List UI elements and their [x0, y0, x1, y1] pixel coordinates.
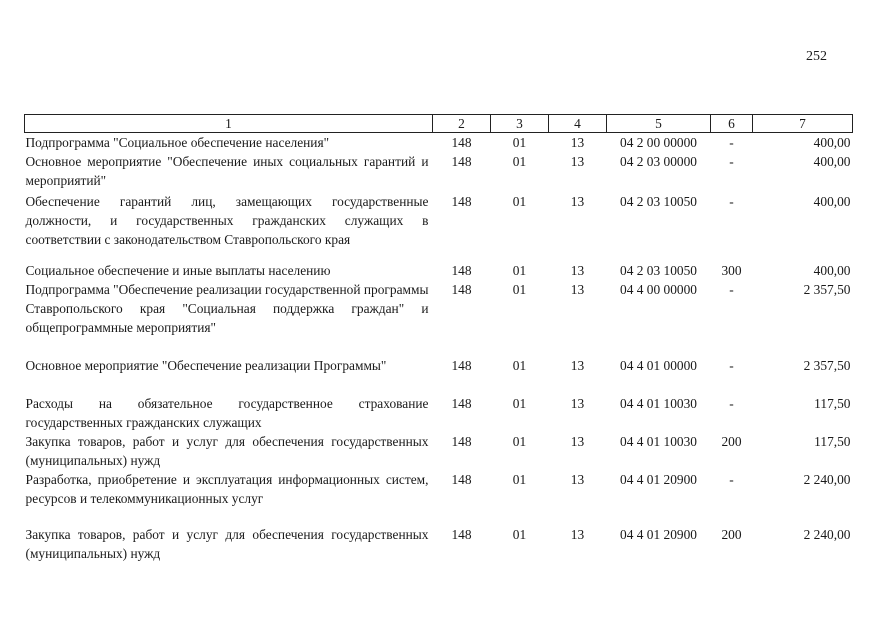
row-code-6: - — [729, 396, 734, 411]
table-row — [25, 525, 853, 563]
budget-table — [24, 114, 853, 563]
row-code-6: 200 — [721, 527, 742, 542]
row-code-2: 148 — [451, 434, 472, 449]
row-code-6: - — [729, 282, 734, 297]
table-row — [25, 470, 853, 525]
row-code-6: - — [729, 358, 734, 373]
row-code-5: 04 4 01 20900 — [620, 472, 697, 487]
row-amount: 400,00 — [813, 194, 851, 209]
row-name: Основное мероприятие "Обеспечение реализации Программы" — [25, 358, 387, 373]
column-header-7: 7 — [753, 115, 853, 133]
row-name: Подпрограмма "Обеспечение реализации государственной программы Ставропольского края "Социальная поддержка граждан" и общепрограммные мероприятия" — [25, 282, 429, 335]
row-code-4: 13 — [570, 154, 585, 169]
table-row — [25, 280, 853, 356]
table-row — [25, 133, 853, 153]
row-code-6: - — [729, 135, 734, 150]
row-code-5: 04 2 03 10050 — [620, 194, 697, 209]
row-code-3: 01 — [512, 434, 527, 449]
row-name: Закупка товаров, работ и услуг для обеспечения государственных (муниципальных) нужд — [25, 434, 429, 468]
row-code-3: 01 — [512, 154, 527, 169]
column-header-3: 3 — [491, 115, 549, 133]
row-code-2: 148 — [451, 263, 472, 278]
row-amount: 117,50 — [814, 434, 851, 449]
row-amount: 2 357,50 — [803, 282, 851, 297]
row-code-2: 148 — [451, 154, 472, 169]
row-code-4: 13 — [570, 472, 585, 487]
row-code-2: 148 — [451, 527, 472, 542]
row-code-4: 13 — [570, 434, 585, 449]
row-code-4: 13 — [570, 527, 585, 542]
table-row — [25, 356, 853, 394]
row-name: Обеспечение гарантий лиц, замещающих государственные должности, и государственных гражданских служащих в соответствии с законодательством Ставропольского края — [25, 194, 429, 247]
table-header-row — [25, 115, 853, 133]
row-amount: 400,00 — [813, 263, 851, 278]
row-code-4: 13 — [570, 135, 585, 150]
row-code-5: 04 2 00 00000 — [620, 135, 697, 150]
column-header-4: 4 — [549, 115, 607, 133]
row-code-5: 04 2 03 10050 — [620, 263, 697, 278]
row-amount: 117,50 — [814, 396, 851, 411]
row-amount: 2 240,00 — [803, 472, 851, 487]
row-code-3: 01 — [512, 263, 527, 278]
row-code-4: 13 — [570, 194, 585, 209]
row-name: Социальное обеспечение и иные выплаты населению — [25, 263, 331, 278]
row-code-3: 01 — [512, 527, 527, 542]
row-name: Основное мероприятие "Обеспечение иных социальных гарантий и мероприятий" — [25, 154, 429, 188]
row-code-6: - — [729, 194, 734, 209]
row-code-3: 01 — [512, 194, 527, 209]
row-code-5: 04 2 03 00000 — [620, 154, 697, 169]
row-amount: 2 357,50 — [803, 358, 851, 373]
column-header-6: 6 — [711, 115, 753, 133]
row-amount: 2 240,00 — [803, 527, 851, 542]
table-row — [25, 192, 853, 261]
row-name: Подпрограмма "Социальное обеспечение населения" — [25, 135, 330, 150]
row-code-2: 148 — [451, 472, 472, 487]
row-code-5: 04 4 01 20900 — [620, 527, 697, 542]
row-code-6: - — [729, 154, 734, 169]
row-code-5: 04 4 01 10030 — [620, 434, 697, 449]
row-code-4: 13 — [570, 282, 585, 297]
row-code-6: 300 — [721, 263, 742, 278]
row-code-3: 01 — [512, 396, 527, 411]
table-row — [25, 261, 853, 280]
table-row — [25, 394, 853, 432]
row-code-4: 13 — [570, 358, 585, 373]
row-code-4: 13 — [570, 396, 585, 411]
row-code-3: 01 — [512, 135, 527, 150]
row-code-5: 04 4 00 00000 — [620, 282, 697, 297]
row-code-4: 13 — [570, 263, 585, 278]
row-code-5: 04 4 01 00000 — [620, 358, 697, 373]
row-code-2: 148 — [451, 358, 472, 373]
row-code-3: 01 — [512, 472, 527, 487]
row-name: Закупка товаров, работ и услуг для обеспечения государственных (муниципальных) нужд — [25, 527, 429, 561]
row-code-2: 148 — [451, 396, 472, 411]
table-row — [25, 152, 853, 192]
row-code-5: 04 4 01 10030 — [620, 396, 697, 411]
row-name: Разработка, приобретение и эксплуатация информационных систем, ресурсов и телекоммуникационных услуг — [25, 472, 429, 506]
table-row — [25, 432, 853, 470]
row-name: Расходы на обязательное государственное страхование государственных гражданских служащих — [25, 396, 429, 430]
row-code-3: 01 — [512, 358, 527, 373]
row-code-2: 148 — [451, 135, 472, 150]
row-code-2: 148 — [451, 282, 472, 297]
row-amount: 400,00 — [813, 135, 851, 150]
row-amount: 400,00 — [813, 154, 851, 169]
row-code-2: 148 — [451, 194, 472, 209]
column-header-1: 1 — [25, 115, 433, 133]
row-code-3: 01 — [512, 282, 527, 297]
page-number: 252 — [806, 49, 827, 64]
row-code-6: 200 — [721, 434, 742, 449]
row-code-6: - — [729, 472, 734, 487]
column-header-2: 2 — [433, 115, 491, 133]
column-header-5: 5 — [607, 115, 711, 133]
